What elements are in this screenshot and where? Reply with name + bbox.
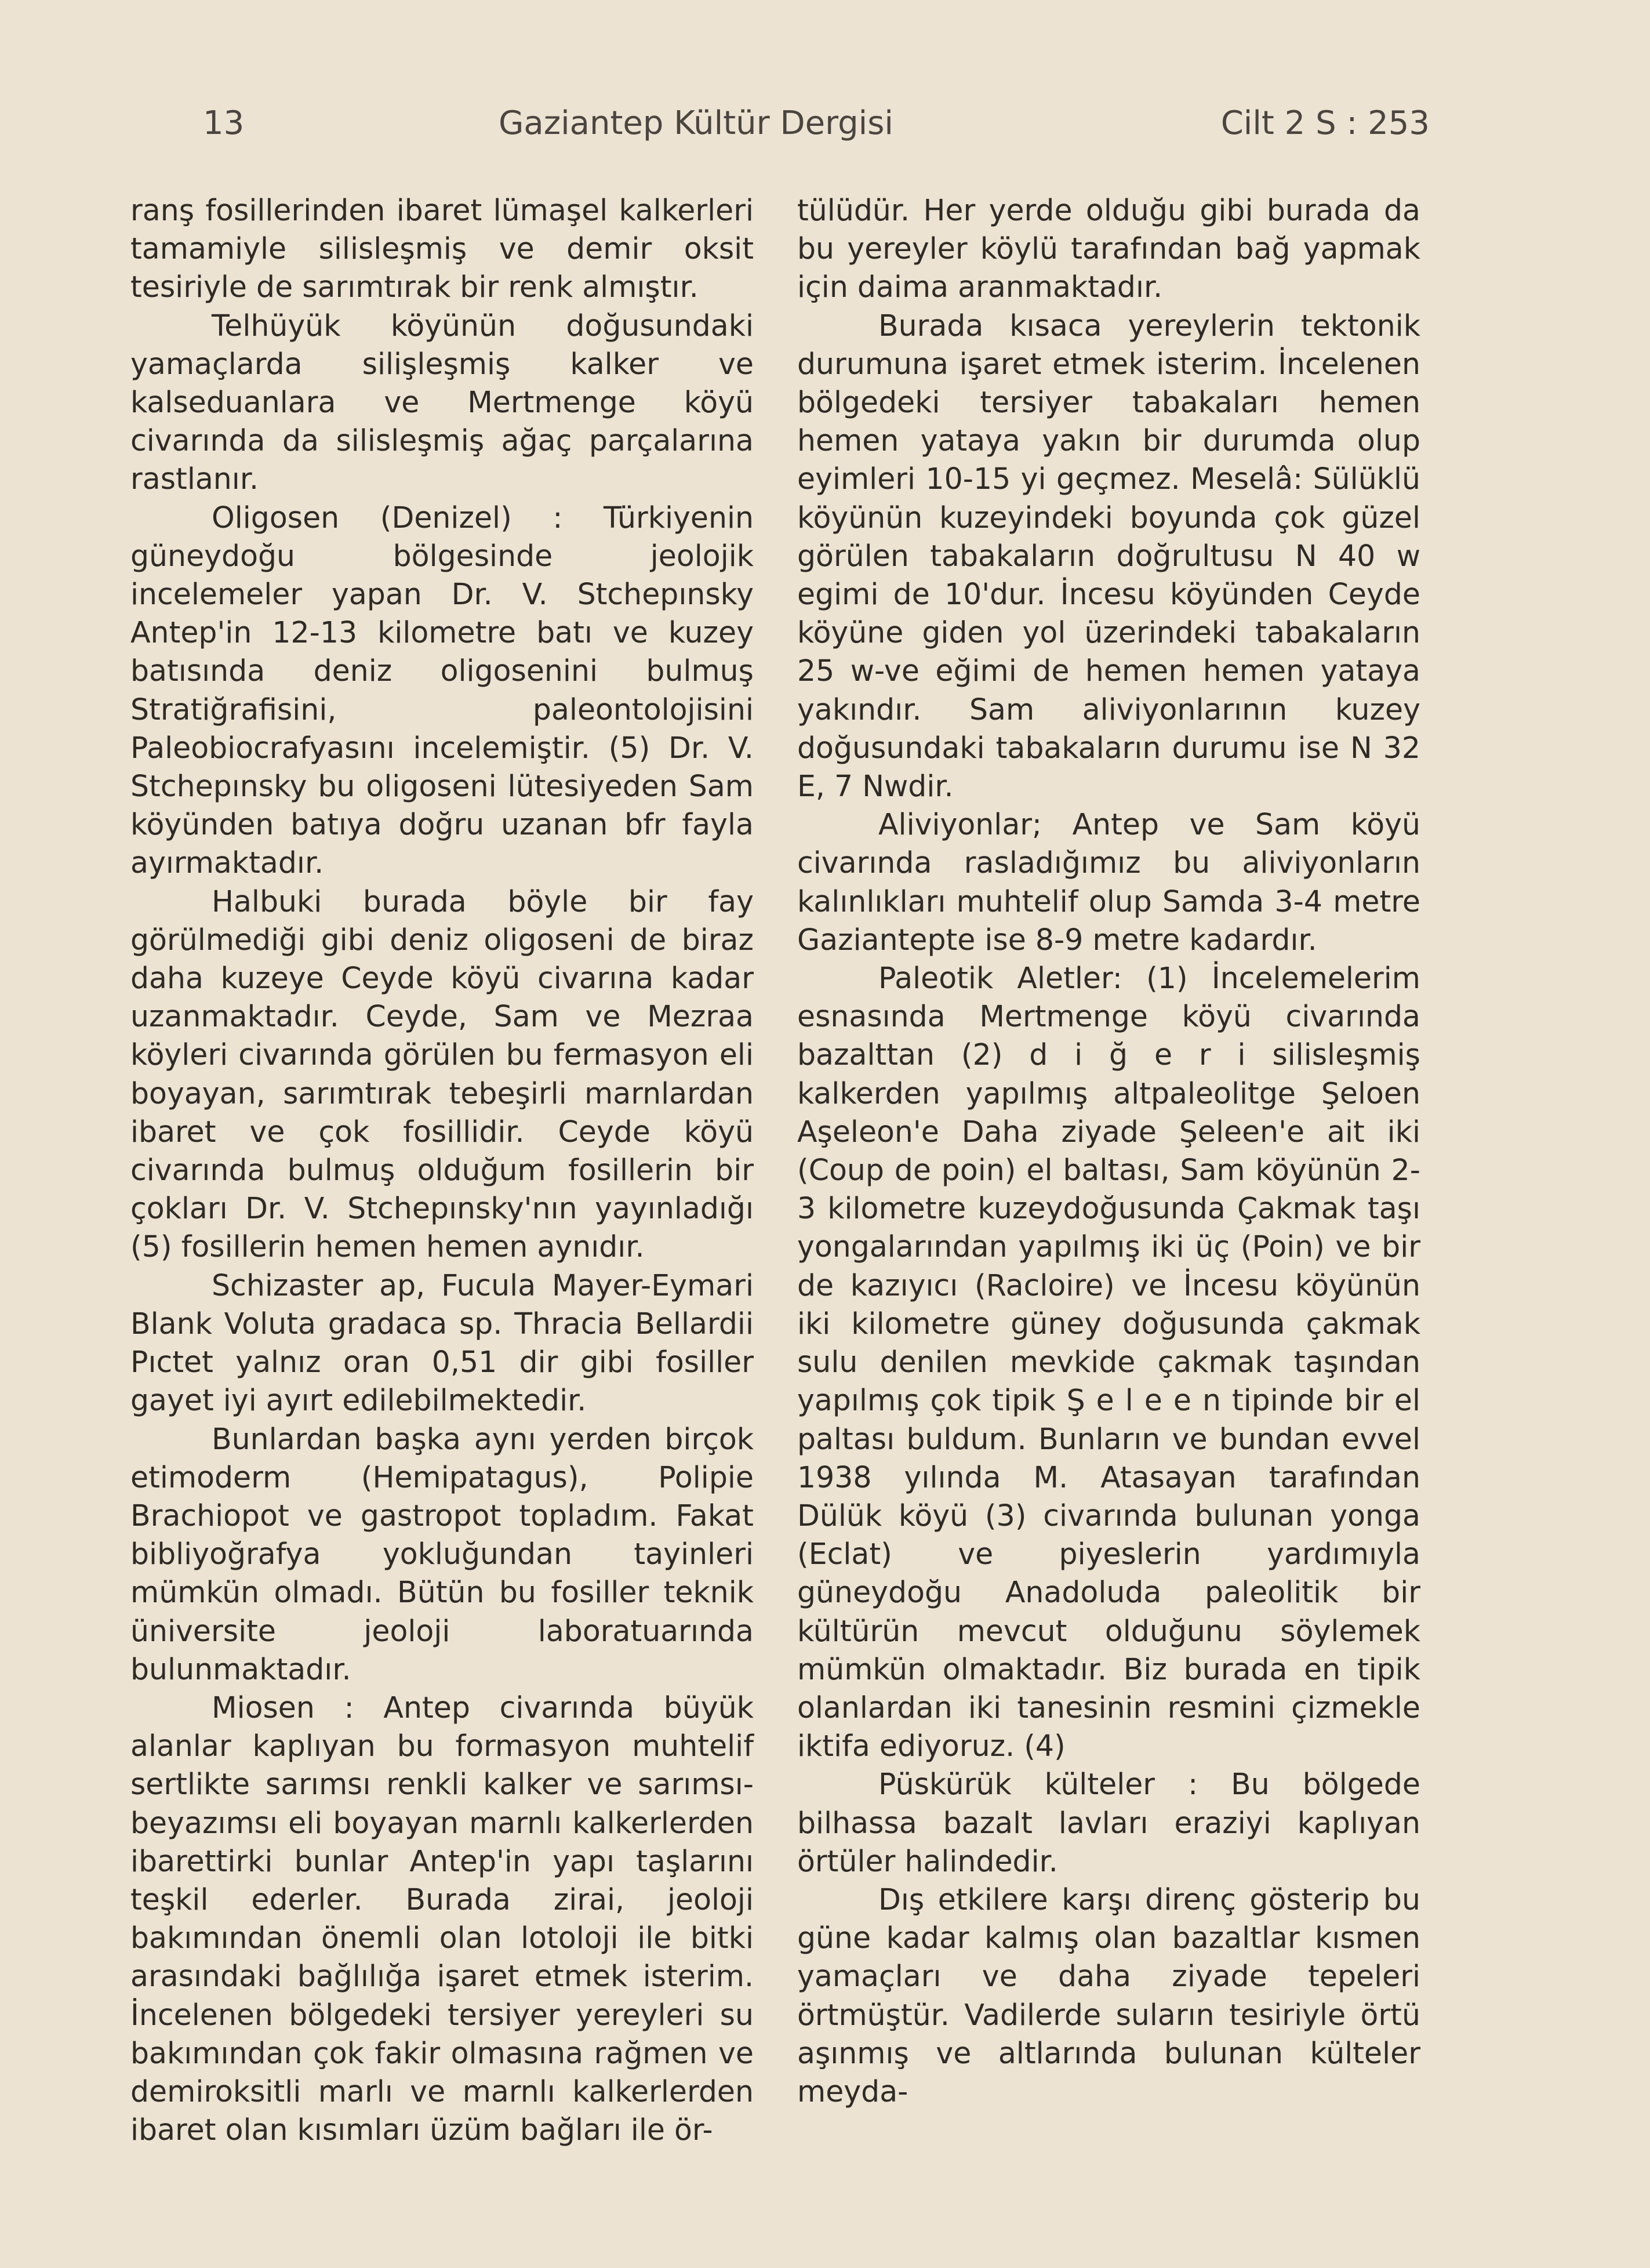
left-column: [130, 191, 754, 2149]
paragraph: Miosen : Antep civarında büyük alanlar kaplıyan bu formasyon muhtelif sertlikte sarımsı renkli kalker ve sarımsı- beyazımsı eli boyayan marnlı kalkerlerden ibarettirki bunlar Antep'in yapı taşlarını teşkil ederler. Burada zirai, jeoloji bakımından önemli olan lotoloji ile bitki arasındaki bağlılığa işaret etmek isterim. İncelenen bölgedeki tersiyer yereyleri su bakımından çok fakir olmasına rağmen ve demiroksitli marlı ve marnlı kalkerlerden ibaret olan kısımları üzüm bağları ile ör-: [130, 1690, 754, 2147]
paragraph: Paleotik Aletler: (1) İncelemelerim esnasında Mertmenge köyü civarında bazalttan (2) d i ğ e r i silisleşmiş kalkerden yapılmış altpaleolitge Şeloen Aşeleon'e Daha ziyade Şeleen'e ait iki (Coup de poin) el baltası, Sam köyünün 2-3 kilometre kuzeydoğusunda Çakmak taşı yongalarından yapılmış iki üç (Poin) ve bir de kazıyıcı (Racloire) ve İncesu köyünün iki kilometre güney doğusunda çakmak sulu denilen mevkide çakmak taşından yapılmış çok tipik Ş e l e e n tipinde bir el paltası buldum. Bunların ve bundan evvel 1938 yılında M. Atasayan tarafından Dülük köyü (3) civarında bulunan yonga (Eclat) ve piyeslerin yardımıyla güneydoğu Anadoluda paleolitik bir kültürün mevcut olduğunu söylemek mümkün olmaktadır. Biz burada en tipik olanlardan iki tanesinin resmini çizmekle iktifa ediyoruz. (4): [797, 961, 1420, 1763]
paragraph: Burada kısaca yereylerin tektonik durumuna işaret etmek isterim. İncelenen bölgedeki tersiyer tabakaları hemen hemen yataya yakın bir durumda olup eyimleri 10-15 yi geçmez. Meselâ: Sülüklü köyünün kuzeyindeki boyunda çok güzel görülen tabakaların doğrultusu N 40 w egimi de 10'dur. İncesu köyünden Ceyde köyüne giden yol üzerindeki tabakaların 25 w-ve eğimi de hemen hemen yataya yakındır. Sam aliviyonlarının kuzey doğusundaki tabakaların durumu ise N 32 E, 7 Nwdir.: [797, 308, 1420, 804]
paragraph: Halbuki burada böyle bir fay görülmediği gibi deniz oligoseni de biraz daha kuzeye Ceyde köyü civarına kadar uzanmaktadır. Ceyde, Sam ve Mezraa köyleri civarında görülen bu fermasyon eli boyayan, sarımtırak tebeşirli marnlardan ibaret ve çok fosillidir. Ceyde köyü civarında bulmuş olduğum fosillerin bir çokları Dr. V. Stchepınsky'nın yayınladığı (5) fosillerin hemen hemen aynıdır.: [130, 884, 754, 1264]
paragraph: Oligosen (Denizel) : Türkiyenin güneydoğu bölgesinde jeolojik incelemeler yapan Dr. V. Stchepınsky Antep'in 12-13 kilometre batı ve kuzey batısında deniz oligosenini bulmuş Stratiğrafisini, paleontolojisini Paleobiocrafyasını incelemiştir. (5) Dr. V. Stchepınsky bu oligoseni lütesiyeden Sam köyünden batıya doğru uzanan bfr fayla ayırmaktadır.: [130, 500, 754, 880]
paragraph: tülüdür. Her yerde olduğu gibi burada da bu yereyler köylü tarafından bağ yapmak için daima aranmaktadır.: [797, 193, 1420, 304]
running-header: [0, 104, 1650, 157]
paragraph: Schizaster ap, Fucula Mayer-Eymari Blank Voluta gradaca sp. Thracia Bellardii Pıctet yalnız oran 0,51 dir gibi fosiller gayet iyi ayırt edilebilmektedir.: [130, 1268, 754, 1418]
paragraph: ranş fosillerinden ibaret lümaşel kalkerleri tamamiyle silisleşmiş ve demir oksit tesiriyle de sarımtırak bir renk almıştır.: [130, 193, 754, 304]
paragraph: Telhüyük köyünün doğusundaki yamaçlarda silişleşmiş kalker ve kalseduanlara ve Mertmenge köyü civarında da silisleşmiş ağaç parçalarına rastlanır.: [130, 308, 754, 496]
paragraph: Aliviyonlar; Antep ve Sam köyü civarında rasladığımız bu aliviyonların kalınlıkları muhtelif olup Samda 3-4 metre Gaziantepte ise 8-9 metre kadardır.: [797, 807, 1420, 957]
journal-title: Gaziantep Kültür Dergisi: [499, 104, 893, 142]
page-number: 13: [203, 104, 245, 142]
right-column: [797, 191, 1420, 2111]
paragraph: Dış etkilere karşı direnç gösterip bu güne kadar kalmış olan bazaltlar kısmen yamaçları ve daha ziyade tepeleri örtmüştür. Vadilerde suların tesiriyle örtü aşınmış ve altlarında bulunan külteler meyda-: [797, 1882, 1420, 2109]
paragraph: Bunlardan başka aynı yerden birçok etimoderm (Hemipatagus), Polipie Brachiopot ve gastropot topladım. Fakat bibliyoğrafya yokluğundan tayinleri mümkün olmadı. Bütün bu fosiller teknik üniversite jeoloji laboratuarında bulunmaktadır.: [130, 1421, 754, 1686]
paragraph: Püskürük külteler : Bu bölgede bilhassa bazalt lavları eraziyi kaplıyan örtüler halindedir.: [797, 1767, 1420, 1878]
volume-issue: Cilt 2 S : 253: [1220, 104, 1430, 142]
